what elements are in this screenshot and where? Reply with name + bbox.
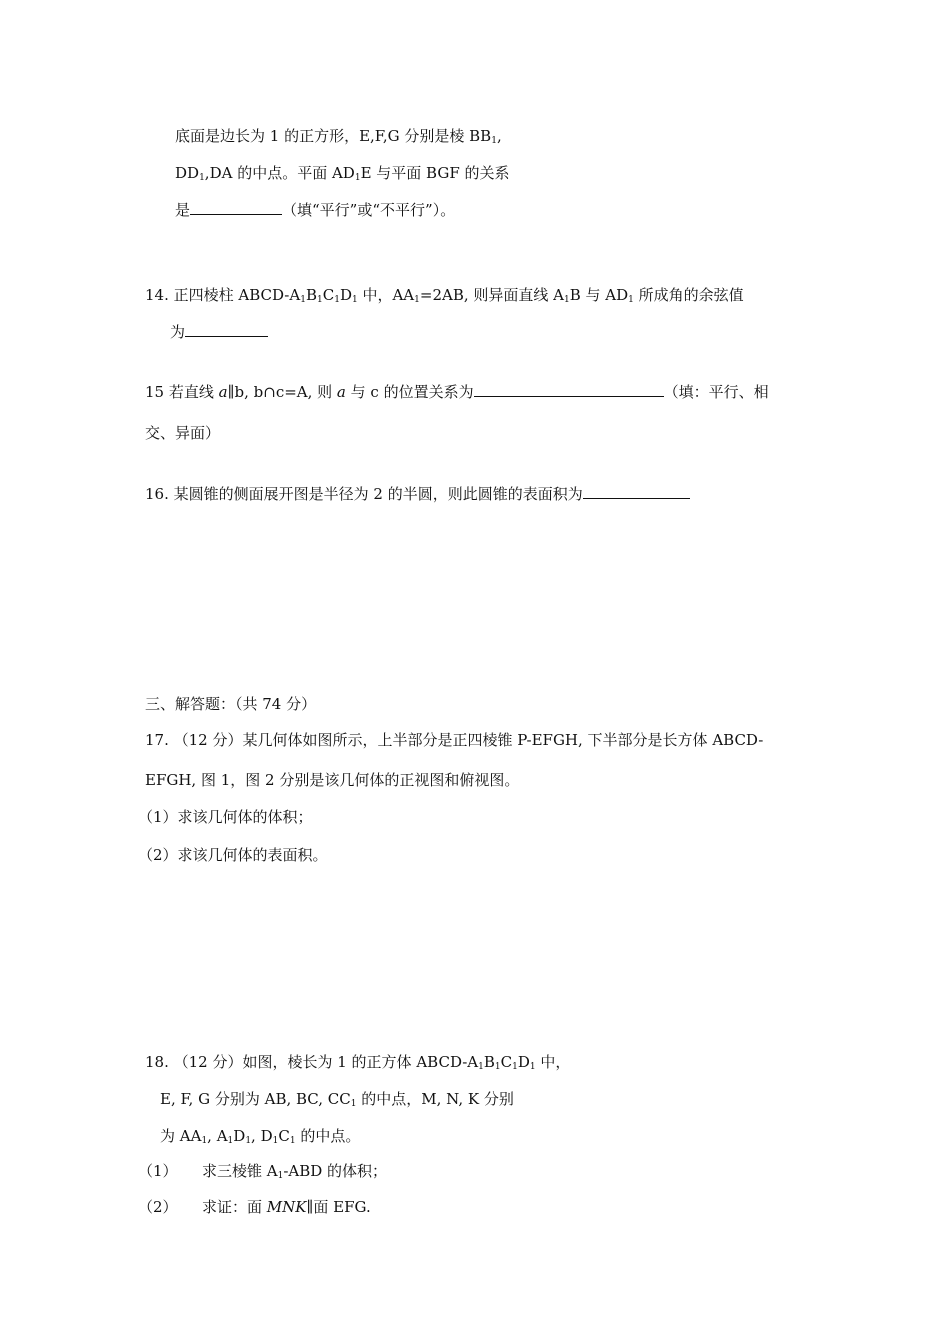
subscript: 1	[316, 295, 323, 305]
q15-text: 15 若直线	[145, 383, 219, 401]
subscript: 1	[199, 173, 205, 183]
q17-line-1: 17. （12 分）某几何体如图所示，上半部分是正四棱锥 P-EFGH, 下半部分是长方体 ABCD-	[145, 731, 764, 749]
variable: a	[336, 383, 346, 401]
subscript: 1	[478, 1062, 484, 1072]
item-number: （1）	[138, 1162, 178, 1180]
q14-text: D	[339, 286, 352, 304]
q18-line-2	[160, 1089, 514, 1109]
q15-text: ∥b, b∩c=A, 则	[227, 383, 337, 401]
q18-text: 18. （12 分）如图，棱长为 1 的正方体 ABCD-A	[145, 1053, 479, 1071]
variable: a	[218, 383, 228, 401]
q18-text: 的中点。	[295, 1127, 361, 1145]
q13-text: DD	[175, 164, 200, 182]
q18-text: 求证：面	[202, 1198, 267, 1216]
subscript: 1	[414, 295, 420, 305]
q13-line-1	[175, 126, 502, 146]
q15-line-2	[145, 423, 220, 443]
q15-line-1	[145, 382, 769, 402]
q18-text: C	[500, 1053, 513, 1071]
subscript: 1	[628, 295, 634, 305]
subscript: 1	[350, 1099, 357, 1109]
q13-text: E 与平面 BGF 的关系	[360, 164, 510, 182]
answer-blank[interactable]	[474, 382, 664, 397]
q18-text: E, F, G 分别为 AB, BC, CC	[160, 1090, 351, 1108]
q18-text: 求三棱锥 A	[202, 1162, 278, 1180]
q18-text: B	[483, 1053, 495, 1071]
subscript: 1	[272, 1136, 279, 1146]
q13-line-2	[175, 163, 510, 183]
q15-text: 交、异面）	[145, 424, 221, 442]
subscript: 1	[277, 1171, 284, 1181]
q18-text: ∥面 EFG.	[306, 1198, 371, 1216]
q13-text: 底面是边长为 1 的正方形，E,F,G 分别是棱 BB	[175, 127, 492, 145]
subscript: 1	[245, 1136, 252, 1146]
q14-text: 中，AA	[357, 286, 415, 304]
item-number: （2）	[138, 1198, 178, 1216]
q14-line-2	[170, 322, 268, 342]
q14-text: B 与 AD	[569, 286, 629, 304]
q14-text: 14. 正四棱柱 ABCD-A	[145, 286, 301, 304]
subscript: 1	[512, 1062, 518, 1072]
subscript: 1	[334, 295, 340, 305]
q18-text: 的中点，M, N, K 分别	[356, 1090, 514, 1108]
q18-text: -ABD 的体积；	[283, 1162, 388, 1180]
q18-text: D	[517, 1053, 530, 1071]
q18-item-2	[138, 1197, 371, 1217]
section-title: 三、解答题：（共 74 分）	[145, 695, 317, 713]
q16-text: 16. 某圆锥的侧面展开图是半径为 2 的半圆，则此圆锥的表面积为	[145, 485, 583, 503]
answer-blank[interactable]	[583, 484, 690, 499]
q15-text: （填：平行、相	[663, 383, 769, 401]
subscript: 1	[494, 1062, 501, 1072]
q14-text: 为	[170, 323, 186, 341]
answer-blank[interactable]	[190, 200, 282, 215]
q13-text: ,	[496, 127, 502, 145]
q18-line-3	[160, 1126, 360, 1146]
subscript: 1	[289, 1136, 296, 1146]
q18-text: 中，	[535, 1053, 571, 1071]
q14-line-1	[145, 285, 744, 305]
q16-line	[145, 484, 690, 504]
q14-text: =2AB, 则异面直线 A	[419, 286, 564, 304]
q13-line-3	[175, 200, 455, 220]
answer-blank[interactable]	[185, 322, 268, 337]
q18-item-1	[138, 1161, 387, 1181]
q18-text: , A	[207, 1127, 228, 1145]
q18-text: , D	[251, 1127, 273, 1145]
q18-text: 为 AA	[160, 1127, 202, 1145]
q13-text: ,DA 的中点。平面 AD	[204, 164, 355, 182]
q17-item-1: （1）求该几何体的体积；	[138, 808, 313, 826]
q14-text: 所成角的余弦值	[633, 286, 744, 304]
q17-line-2: EFGH, 图 1，图 2 分别是该几何体的正视图和俯视图。	[145, 771, 520, 789]
q18-text: C	[278, 1127, 290, 1145]
subscript: 1	[529, 1062, 536, 1072]
q18-line-1	[145, 1052, 570, 1072]
q13-text: 是	[175, 201, 191, 219]
q17-item-2: （2）求该几何体的表面积。	[138, 846, 328, 864]
subscript: 1	[354, 173, 361, 183]
variable: MNK	[266, 1198, 307, 1216]
subscript: 1	[201, 1136, 208, 1146]
q14-text: B	[305, 286, 317, 304]
q13-text: （填“平行”或“不平行”）。	[282, 201, 456, 219]
subscript: 1	[351, 295, 358, 305]
subscript: 1	[300, 295, 306, 305]
q14-text: C	[322, 286, 335, 304]
subscript: 1	[491, 136, 497, 146]
q18-text: D	[233, 1127, 246, 1145]
subscript: 1	[563, 295, 570, 305]
q15-text: 与 c 的位置关系为	[345, 383, 474, 401]
subscript: 1	[227, 1136, 234, 1146]
